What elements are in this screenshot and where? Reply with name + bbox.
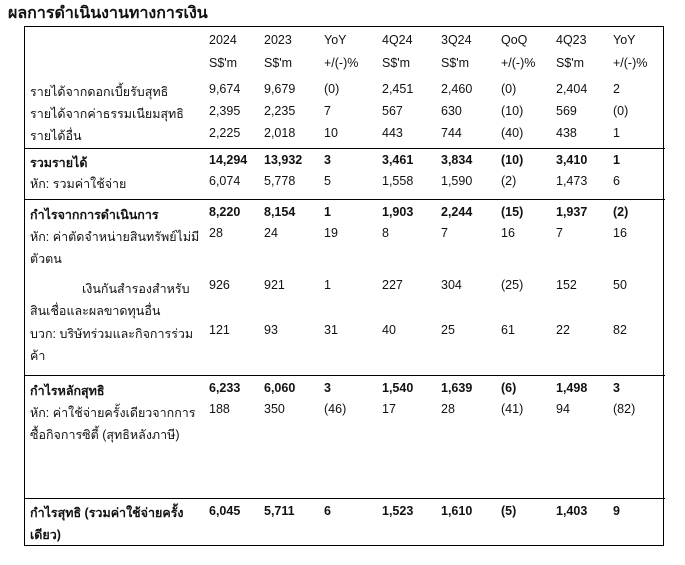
cell: 1,937 bbox=[550, 199, 607, 226]
table-row bbox=[24, 278, 665, 323]
cell: 350 bbox=[264, 402, 285, 416]
cell: (2) bbox=[607, 199, 665, 226]
cell: 443 bbox=[382, 126, 403, 140]
row-label: หัก: ค่าใช้จ่ายครั้งเดียวจากการซื้อกิจการซิตี้ (สุทธิหลังภาษี) bbox=[30, 406, 196, 442]
cell: 1,403 bbox=[550, 498, 607, 548]
cell: 6,045 bbox=[203, 498, 258, 548]
cell: 8 bbox=[382, 226, 389, 240]
cell: 8,154 bbox=[258, 199, 318, 226]
cell: (2) bbox=[501, 174, 517, 188]
page-title: ผลการดำเนินงานทางการเงิน bbox=[8, 5, 208, 22]
cell: 94 bbox=[556, 402, 570, 416]
cell: 3,410 bbox=[550, 148, 607, 174]
cell: 2,395 bbox=[209, 104, 241, 118]
cell: 31 bbox=[324, 323, 338, 337]
cell: 3 bbox=[318, 375, 376, 402]
cell: 744 bbox=[441, 126, 462, 140]
cell: 2,018 bbox=[264, 126, 296, 140]
col-header-3q24: 3Q24 bbox=[441, 33, 472, 47]
cell: (82) bbox=[613, 402, 636, 416]
cell: 1 bbox=[324, 278, 331, 292]
cell: 17 bbox=[382, 402, 396, 416]
row-label: หัก: รวมค่าใช้จ่าย bbox=[30, 177, 127, 191]
col-header-4q24: 4Q24 bbox=[382, 33, 413, 47]
cell: 22 bbox=[556, 323, 570, 337]
col-header-yoy: YoY bbox=[324, 33, 347, 47]
cell: (5) bbox=[495, 498, 550, 548]
row-label: รายได้จากค่าธรรมเนียมสุทธิ bbox=[30, 107, 184, 121]
cell: 2,451 bbox=[382, 82, 414, 96]
table-row bbox=[24, 126, 665, 148]
cell: 2,404 bbox=[556, 82, 588, 96]
cell: 16 bbox=[613, 226, 627, 240]
table-row-net-profit bbox=[24, 498, 665, 548]
table-row-core-net-profit bbox=[24, 375, 665, 402]
cell: 1,903 bbox=[376, 199, 435, 226]
cell: 2,235 bbox=[264, 104, 296, 118]
cell: 82 bbox=[613, 323, 627, 337]
cell: (0) bbox=[613, 104, 629, 118]
cell: 1 bbox=[607, 148, 665, 174]
cell: 8,220 bbox=[203, 199, 258, 226]
cell: (41) bbox=[501, 402, 524, 416]
col-unit: +/(-)% bbox=[613, 56, 648, 70]
header-period-row bbox=[24, 26, 665, 49]
cell: 1,610 bbox=[435, 498, 495, 548]
cell: 3 bbox=[607, 375, 665, 402]
cell: (40) bbox=[501, 126, 524, 140]
table-row bbox=[24, 174, 665, 199]
cell: 28 bbox=[441, 402, 455, 416]
cell: 152 bbox=[556, 278, 577, 292]
table-row bbox=[24, 226, 665, 278]
table-row bbox=[24, 82, 665, 104]
cell: 1,540 bbox=[376, 375, 435, 402]
cell: 1,639 bbox=[435, 375, 495, 402]
col-unit: S$'m bbox=[382, 56, 411, 70]
row-label: รวมรายได้ bbox=[24, 148, 203, 174]
cell: 40 bbox=[382, 323, 396, 337]
cell: 569 bbox=[556, 104, 577, 118]
cell: 6,233 bbox=[203, 375, 258, 402]
cell: 7 bbox=[324, 104, 331, 118]
cell: 9,674 bbox=[209, 82, 241, 96]
cell: 2,460 bbox=[441, 82, 473, 96]
row-label: เงินกันสำรองสำหรับสินเชื่อและผลขาดทุนอื่น bbox=[30, 282, 190, 318]
cell: 1 bbox=[318, 199, 376, 226]
cell: (25) bbox=[501, 278, 524, 292]
col-header-qoq: QoQ bbox=[501, 33, 528, 47]
table-row bbox=[24, 323, 665, 375]
col-unit: S$'m bbox=[209, 56, 238, 70]
cell: 304 bbox=[441, 278, 462, 292]
cell: 25 bbox=[441, 323, 455, 337]
cell: (6) bbox=[495, 375, 550, 402]
cell: 28 bbox=[209, 226, 223, 240]
cell: 1,558 bbox=[382, 174, 414, 188]
cell: 3,834 bbox=[435, 148, 495, 174]
col-unit: S$'m bbox=[264, 56, 293, 70]
cell: 630 bbox=[441, 104, 462, 118]
cell: 2,225 bbox=[209, 126, 241, 140]
table-row bbox=[24, 104, 665, 126]
row-label: รายได้จากดอกเบี้ยรับสุทธิ bbox=[30, 85, 169, 99]
cell: 121 bbox=[209, 323, 230, 337]
cell: 227 bbox=[382, 278, 403, 292]
cell: 438 bbox=[556, 126, 577, 140]
cell: 24 bbox=[264, 226, 278, 240]
cell: 3,461 bbox=[376, 148, 435, 174]
cell: 2,244 bbox=[435, 199, 495, 226]
cell: (15) bbox=[495, 199, 550, 226]
cell: 6 bbox=[613, 174, 620, 188]
cell: 1,473 bbox=[556, 174, 588, 188]
cell: 5,711 bbox=[258, 498, 318, 548]
cell: 7 bbox=[441, 226, 448, 240]
col-header-4q23: 4Q23 bbox=[556, 33, 587, 47]
cell: 926 bbox=[209, 278, 230, 292]
cell: 2 bbox=[613, 82, 620, 96]
cell: (0) bbox=[501, 82, 517, 96]
row-label: หัก: ค่าตัดจำหน่ายสินทรัพย์ไม่มีตัวตน bbox=[30, 230, 200, 266]
cell: 5 bbox=[324, 174, 331, 188]
cell: 61 bbox=[501, 323, 515, 337]
col-unit: +/(-)% bbox=[324, 56, 359, 70]
table-row-total-revenue bbox=[24, 148, 665, 174]
col-header-yoy-q: YoY bbox=[613, 33, 636, 47]
col-unit: S$'m bbox=[556, 56, 585, 70]
col-header-2023: 2023 bbox=[264, 33, 292, 47]
col-unit: S$'m bbox=[441, 56, 470, 70]
cell: 1,498 bbox=[550, 375, 607, 402]
cell: 7 bbox=[556, 226, 563, 240]
cell: 921 bbox=[264, 278, 285, 292]
cell: 3 bbox=[318, 148, 376, 174]
cell: 1 bbox=[613, 126, 620, 140]
cell: (10) bbox=[501, 104, 524, 118]
cell: 9,679 bbox=[264, 82, 296, 96]
cell: (0) bbox=[324, 82, 340, 96]
cell: 93 bbox=[264, 323, 278, 337]
row-label: กำไรหลักสุทธิ bbox=[24, 375, 203, 402]
row-label: กำไรสุทธิ (รวมค่าใช้จ่ายครั้งเดียว) bbox=[24, 498, 203, 548]
header-unit-row bbox=[24, 49, 665, 82]
row-label: กำไรจากการดำเนินการ bbox=[24, 199, 203, 226]
cell: 1,523 bbox=[376, 498, 435, 548]
cell: 50 bbox=[613, 278, 627, 292]
row-label: รายได้อื่น bbox=[30, 129, 82, 143]
cell: 14,294 bbox=[203, 148, 258, 174]
col-unit: +/(-)% bbox=[501, 56, 536, 70]
financial-results-table bbox=[24, 26, 665, 548]
col-header-2024: 2024 bbox=[209, 33, 237, 47]
table-row bbox=[24, 402, 665, 498]
cell: 1,590 bbox=[441, 174, 473, 188]
cell: 188 bbox=[209, 402, 230, 416]
cell: (10) bbox=[495, 148, 550, 174]
cell: 5,778 bbox=[264, 174, 296, 188]
cell: (46) bbox=[324, 402, 347, 416]
cell: 19 bbox=[324, 226, 338, 240]
row-label: บวก: บริษัทร่วมและกิจการร่วมค้า bbox=[30, 327, 194, 363]
cell: 567 bbox=[382, 104, 403, 118]
cell: 10 bbox=[324, 126, 338, 140]
cell: 6,074 bbox=[209, 174, 241, 188]
cell: 6 bbox=[318, 498, 376, 548]
table-row-operating-profit bbox=[24, 199, 665, 226]
cell: 6,060 bbox=[258, 375, 318, 402]
cell: 13,932 bbox=[258, 148, 318, 174]
cell: 9 bbox=[607, 498, 665, 548]
cell: 16 bbox=[501, 226, 515, 240]
